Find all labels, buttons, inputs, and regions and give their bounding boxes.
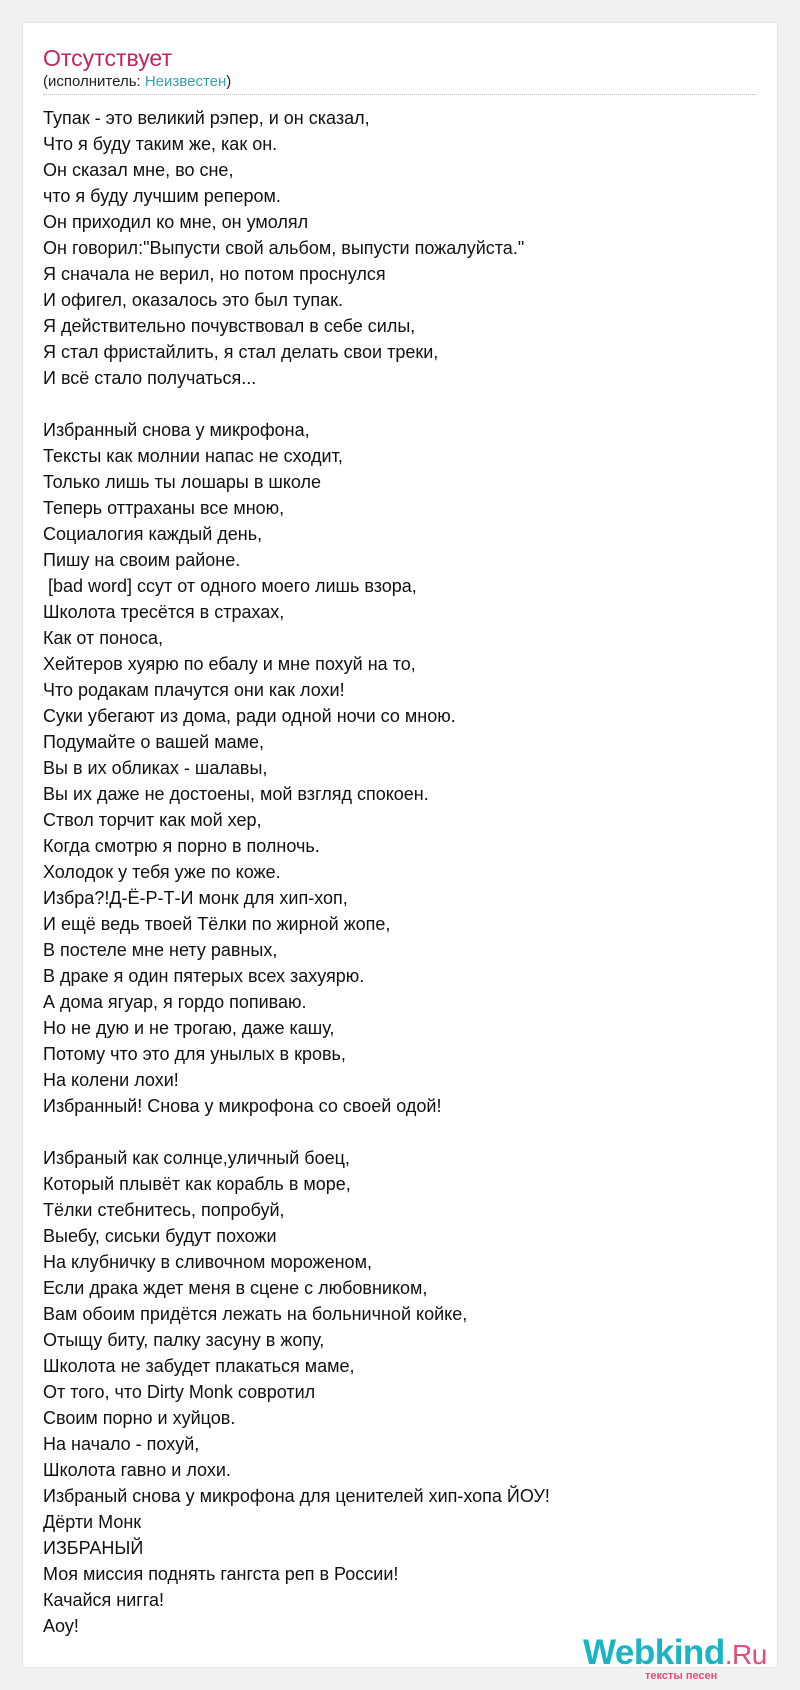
webkind-logo[interactable] (583, 1633, 783, 1683)
lyric-line: Подумайте о вашей маме, (43, 732, 265, 752)
lyric-line: Я стал фристайлить, я стал делать свои треки, (43, 342, 439, 362)
lyric-line: Но не дую и не трогаю, даже кашу, (43, 1018, 335, 1038)
lyric-line: Ствол торчит как мой хер, (43, 810, 262, 830)
lyric-line: Пишу на своим районе. (43, 550, 241, 570)
artist-prefix: (исполнитель: (43, 73, 145, 90)
lyric-line: Когда смотрю я порно в полночь. (43, 836, 320, 856)
artist-suffix: ) (226, 73, 232, 90)
logo-name: Webkind (583, 1633, 725, 1672)
lyric-line: Вы их даже не достоены, мой взгляд спокоен. (43, 784, 429, 804)
lyric-line: Избранный! Снова у микрофона со своей одой! (43, 1096, 442, 1116)
lyric-line: Отыщу биту, палку засуну в жопу, (43, 1330, 325, 1350)
lyric-line: Который плывёт как корабль в море, (43, 1174, 351, 1194)
lyric-line: Избранный снова у микрофона, (43, 420, 310, 440)
song-title: Отсутствует (43, 45, 172, 71)
artist-line (43, 73, 231, 91)
lyric-line: Избраный снова у микрофона для ценителей хип-хопа ЙОУ! (43, 1486, 550, 1506)
lyric-line: Аоу! (43, 1616, 79, 1636)
lyric-line: И офигел, оказалось это был тупак. (43, 290, 344, 310)
artist-link[interactable]: Неизвестен (144, 73, 227, 90)
title-divider (43, 94, 757, 95)
lyric-line: Он приходил ко мне, он умолял (43, 212, 309, 232)
lyric-line: [bad word] ссут от одного моего лишь взора, (43, 576, 417, 596)
lyric-line: Избраный как солнце,уличный боец, (43, 1148, 350, 1168)
lyric-line: Школота тресётся в страхах, (43, 602, 285, 622)
lyric-line: Вы в их обликах - шалавы, (43, 758, 268, 778)
lyric-line: Качайся нигга! (43, 1590, 165, 1610)
lyric-line (43, 1119, 757, 1145)
lyric-line: Если драка ждет меня в сцене с любовником, (43, 1278, 428, 1298)
lyric-line: Что я буду таким же, как он. (43, 134, 278, 154)
lyric-line: Школота не забудет плакаться маме, (43, 1356, 355, 1376)
lyric-line: Только лишь ты лошары в школе (43, 472, 322, 492)
lyric-line: А дома ягуар, я гордо попиваю. (43, 992, 307, 1012)
lyric-line: Моя миссия поднять гангста реп в России! (43, 1564, 399, 1584)
lyric-line: На колени лохи! (43, 1070, 179, 1090)
lyric-line: Что родакам плачутся они как лохи! (43, 680, 345, 700)
lyric-line (43, 391, 757, 417)
lyric-line: И ещё ведь твоей Тёлки по жирной жопе, (43, 914, 391, 934)
lyric-line: Дёрти Монк (43, 1512, 142, 1532)
lyric-line: Вам обоим придётся лежать на больничной койке, (43, 1304, 468, 1324)
lyric-line: На клубничку в сливочном мороженом, (43, 1252, 372, 1272)
lyrics-card (22, 22, 778, 1668)
logo-tld: .Ru (724, 1639, 767, 1670)
lyric-line: Тёлки стебнитесь, попробуй, (43, 1200, 285, 1220)
lyric-line: Хейтеров хуярю по ебалу и мне похуй на то, (43, 654, 416, 674)
lyric-line: Тупак - это великий рэпер, и он сказал, (43, 108, 370, 128)
lyric-line: Школота гавно и лохи. (43, 1460, 231, 1480)
lyric-line: ИЗБРАНЫЙ (43, 1538, 144, 1558)
lyric-line: От того, что Dirty Monk совротил (43, 1382, 316, 1402)
lyric-line: Выебу, сиськи будут похожи (43, 1226, 277, 1246)
lyric-line: Социалогия каждый день, (43, 524, 263, 544)
lyric-line: что я буду лучшим репером. (43, 186, 281, 206)
lyric-line: Своим порно и хуйцов. (43, 1408, 236, 1428)
lyric-line: Суки убегают из дома, ради одной ночи со мною. (43, 706, 456, 726)
lyric-line: Холодок у тебя уже по коже. (43, 862, 281, 882)
lyric-line: В постеле мне нету равных, (43, 940, 278, 960)
lyric-line: Потому что это для унылых в кровь, (43, 1044, 346, 1064)
lyrics-text (43, 105, 757, 1639)
lyric-line: Он говорил:"Выпусти свой альбом, выпусти пожалуйста." (43, 238, 525, 258)
lyric-line: В драке я один пятерых всех захуярю. (43, 966, 365, 986)
lyric-line: И всё стало получаться... (43, 368, 257, 388)
lyric-line: Тексты как молнии напас не сходит, (43, 446, 343, 466)
lyric-line: Он сказал мне, во сне, (43, 160, 234, 180)
lyric-line: Теперь оттраханы все мною, (43, 498, 285, 518)
lyric-line: Как от поноса, (43, 628, 163, 648)
logo-wordmark (583, 1633, 767, 1675)
lyric-line: На начало - похуй, (43, 1434, 200, 1454)
lyric-line: Я сначала не верил, но потом проснулся (43, 264, 386, 284)
logo-tagline: тексты песен (645, 1670, 718, 1682)
lyric-line: Я действительно почувствовал в себе силы, (43, 316, 416, 336)
lyric-line: Избра?!Д-Ё-Р-Т-И монк для хип-хоп, (43, 888, 348, 908)
